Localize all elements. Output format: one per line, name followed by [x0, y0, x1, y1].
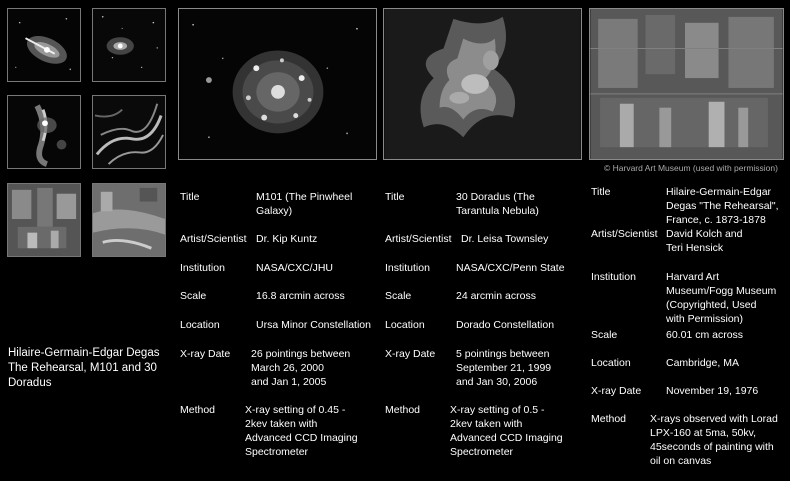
- filament-image: [93, 96, 165, 168]
- value-line: Degas "The Rehearsal",: [666, 199, 779, 212]
- value-line: NASA/CXC/Penn State: [456, 262, 565, 274]
- title-label: Title: [180, 191, 200, 203]
- value-line: and Jan 1, 2005: [251, 375, 327, 388]
- thumbnail-galaxy[interactable]: [92, 8, 166, 82]
- artist-value: [256, 233, 317, 247]
- value-line: 45seconds of painting with: [650, 440, 774, 453]
- painting-detail-image: [93, 184, 165, 256]
- institution-value: [666, 271, 776, 327]
- image-credit: © Harvard Art Museum (used with permission): [604, 163, 778, 173]
- value-line: 5 pointings between: [456, 348, 550, 360]
- nebula-image: [8, 96, 80, 168]
- value-line: NASA/CXC/JHU: [256, 262, 334, 274]
- title-value: [256, 191, 352, 219]
- artist-label: Artist/Scientist: [180, 233, 247, 245]
- value-line: 2kev taken with: [450, 417, 523, 430]
- thumbnail-nebula[interactable]: [7, 95, 81, 169]
- method-label: Method: [591, 413, 627, 425]
- thumbnail-painting-detail[interactable]: [92, 183, 166, 257]
- location-value: [456, 319, 554, 333]
- value-line: Galaxy): [256, 204, 293, 217]
- artist-label: Artist/Scientist: [385, 233, 452, 245]
- the-rehearsal-image-panel[interactable]: [589, 8, 784, 160]
- value-line: November 19, 1976: [666, 385, 759, 397]
- scale-value: [666, 329, 743, 343]
- value-line: Museum/Fogg Museum: [666, 284, 777, 297]
- title-value: [456, 191, 539, 219]
- scale-value: [456, 290, 536, 304]
- 30-doradus-image: [384, 9, 581, 159]
- value-line: September 21, 1999: [456, 361, 552, 374]
- caption-line: Doradus: [8, 376, 52, 389]
- value-line: X-ray setting of 0.45 -: [245, 404, 346, 416]
- institution-value: [256, 262, 333, 276]
- institution-label: Institution: [591, 271, 636, 283]
- value-line: 24 arcmin across: [456, 290, 536, 302]
- artist-value: [461, 233, 548, 247]
- title-value: [666, 186, 779, 228]
- galaxy-jet-image: [8, 9, 80, 81]
- xray-date-label: X-ray Date: [180, 348, 231, 360]
- artist-value: [666, 228, 742, 256]
- value-line: 16.8 arcmin across: [256, 290, 345, 302]
- value-line: Spectrometer: [450, 445, 514, 458]
- method-value: [650, 413, 778, 469]
- value-line: LPX-160 at 5ma, 50kv,: [650, 426, 757, 439]
- artist-label: Artist/Scientist: [591, 228, 658, 240]
- scale-label: Scale: [180, 290, 207, 302]
- caption-line: Hilaire-Germain-Edgar Degas: [8, 347, 160, 359]
- location-value: [256, 319, 371, 333]
- value-line: Dr. Kip Kuntz: [256, 233, 318, 245]
- caption-line: The Rehearsal, M101 and 30: [8, 361, 157, 374]
- value-line: X-rays observed with Lorad: [650, 413, 778, 425]
- painting-xray-image: [8, 184, 80, 256]
- thumbnail-filaments[interactable]: [92, 95, 166, 169]
- xray-date-label: X-ray Date: [591, 385, 642, 397]
- value-line: March 26, 2000: [251, 361, 324, 374]
- value-line: Teri Hensick: [666, 241, 724, 254]
- scale-value: [256, 290, 345, 304]
- scale-label: Scale: [385, 290, 412, 302]
- value-line: Dr. Leisa Townsley: [461, 233, 549, 245]
- value-line: M101 (The Pinwheel: [256, 191, 353, 203]
- value-line: oil on canvas: [650, 454, 712, 467]
- value-line: Spectrometer: [245, 445, 309, 458]
- value-line: X-ray setting of 0.5 -: [450, 404, 545, 416]
- thumbnail-painting-xray[interactable]: [7, 183, 81, 257]
- value-line: 2kev taken with: [245, 417, 318, 430]
- value-line: and Jan 30, 2006: [456, 375, 538, 388]
- xray-date-value: [666, 385, 758, 399]
- institution-value: [456, 262, 565, 276]
- value-line: (Copyrighted, Used: [666, 298, 757, 311]
- method-value: [245, 404, 358, 460]
- 30-doradus-image-panel[interactable]: [383, 8, 582, 160]
- value-line: Hilaire-Germain-Edgar: [666, 186, 772, 198]
- thumbnail-galaxy-jet[interactable]: [7, 8, 81, 82]
- the-rehearsal-xray-image: [590, 9, 783, 159]
- institution-label: Institution: [385, 262, 430, 274]
- institution-label: Institution: [180, 262, 225, 274]
- value-line: with Permission): [666, 312, 744, 325]
- collection-caption: [8, 346, 173, 391]
- scale-label: Scale: [591, 329, 618, 341]
- value-line: Ursa Minor Constellation: [256, 319, 371, 331]
- location-label: Location: [385, 319, 425, 331]
- value-line: David Kolch and: [666, 228, 743, 240]
- value-line: Cambridge, MA: [666, 357, 739, 369]
- title-label: Title: [591, 186, 611, 198]
- method-value: [450, 404, 563, 460]
- title-label: Title: [385, 191, 405, 203]
- value-line: Harvard Art: [666, 271, 720, 283]
- m101-galaxy-image: [179, 9, 376, 159]
- method-label: Method: [385, 404, 421, 416]
- location-label: Location: [180, 319, 220, 331]
- m101-image-panel[interactable]: [178, 8, 377, 160]
- value-line: France, c. 1873-1878: [666, 213, 766, 226]
- value-line: 26 pointings between: [251, 348, 351, 360]
- galaxy-image: [93, 9, 165, 81]
- xray-date-label: X-ray Date: [385, 348, 436, 360]
- xray-date-value: [456, 348, 551, 390]
- value-line: Dorado Constellation: [456, 319, 555, 331]
- value-line: 60.01 cm across: [666, 329, 744, 341]
- value-line: Tarantula Nebula): [456, 204, 539, 217]
- value-line: 30 Doradus (The: [456, 191, 535, 203]
- method-label: Method: [180, 404, 216, 416]
- value-line: Advanced CCD Imaging: [450, 431, 563, 444]
- value-line: Advanced CCD Imaging: [245, 431, 358, 444]
- location-label: Location: [591, 357, 631, 369]
- location-value: [666, 357, 739, 371]
- xray-date-value: [251, 348, 350, 390]
